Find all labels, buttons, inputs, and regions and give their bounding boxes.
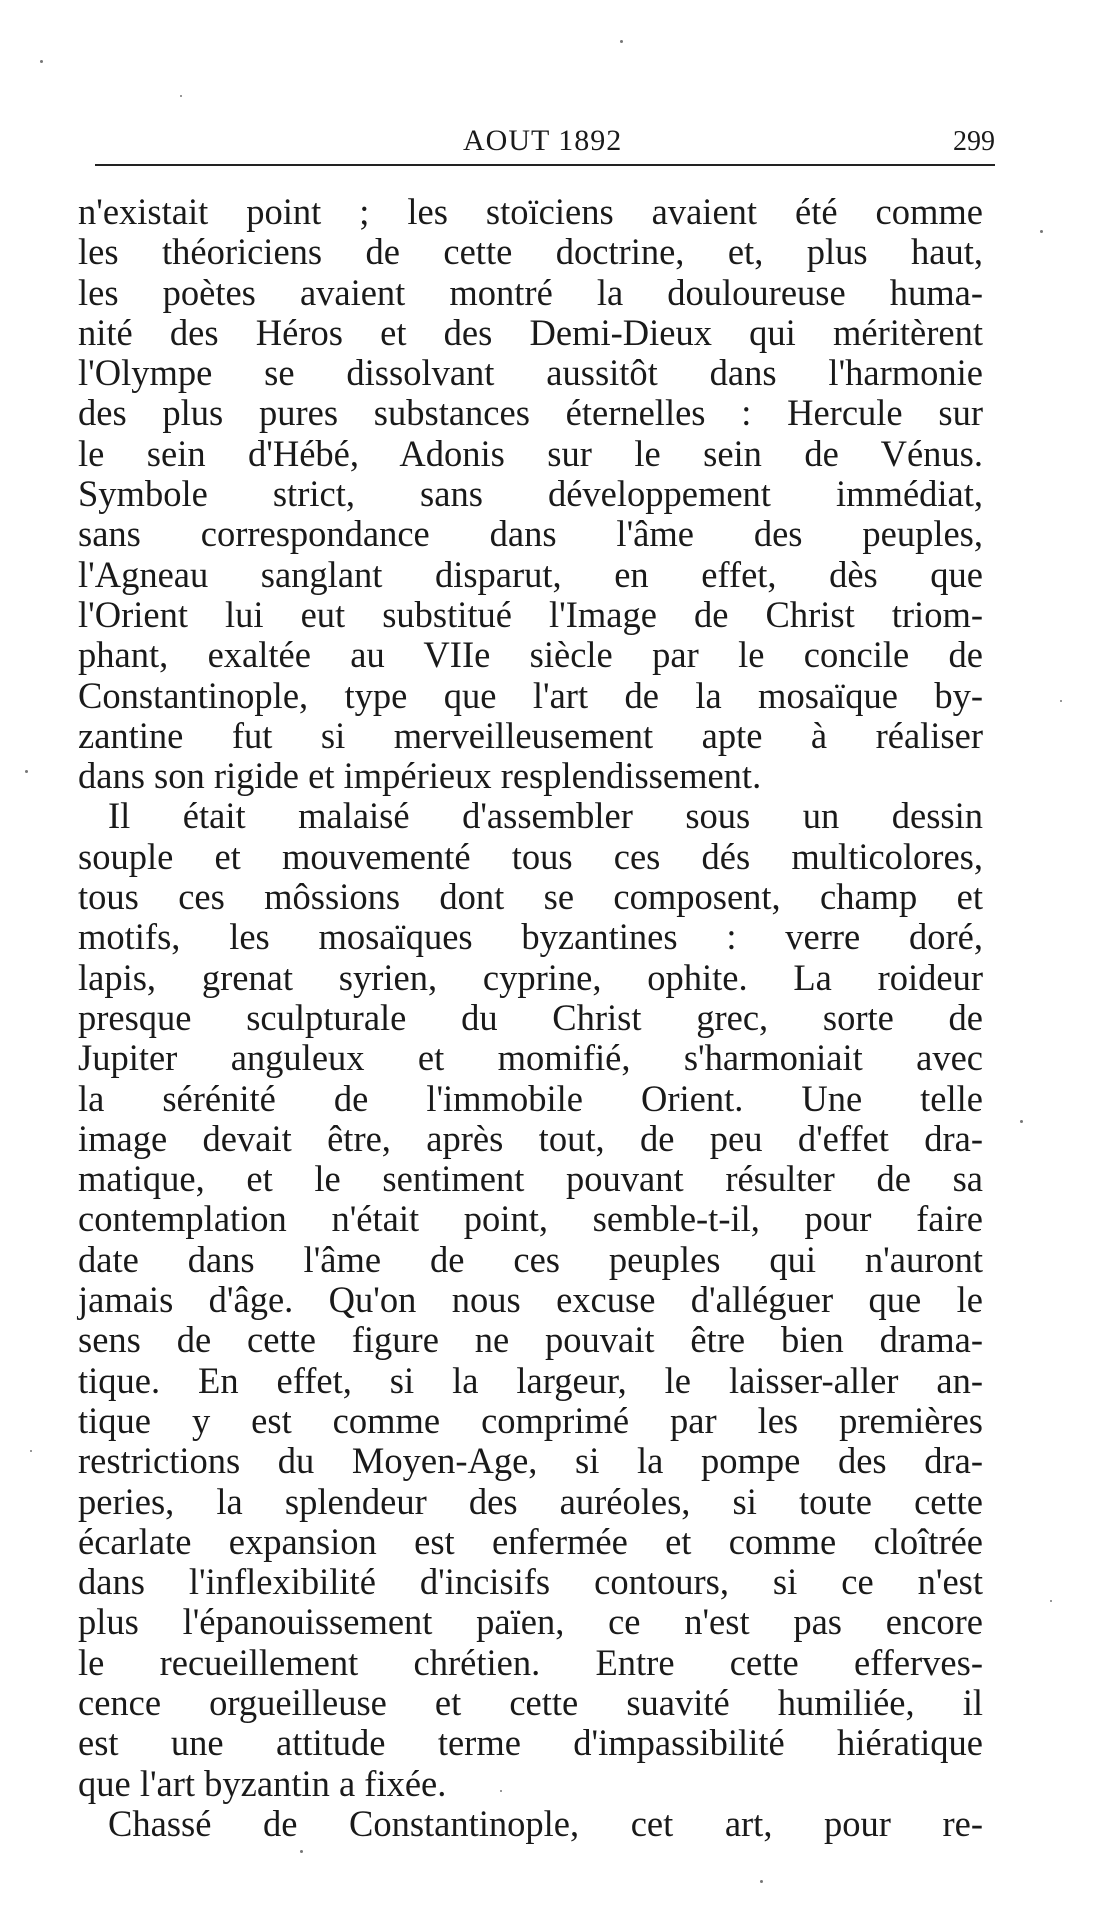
body-text <box>78 192 983 1844</box>
text-line: les théoriciens de cette doctrine, et, plus haut, <box>78 231 983 273</box>
text-line: le sein d'Hébé, Adonis sur le sein de Vénus. <box>78 432 983 474</box>
text-line: le recueillement chrétien. Entre cette efferves- <box>78 1641 983 1683</box>
scan-speck <box>30 1450 32 1452</box>
text-line: est une attitude terme d'impassibilité hiératique <box>78 1722 983 1764</box>
text-line: les poètes avaient montré la douloureuse huma- <box>78 271 983 313</box>
text-line: des plus pures substances éternelles : Hercule sur <box>78 392 983 434</box>
text-line: presque sculpturale du Christ grec, sorte de <box>78 996 983 1038</box>
text-line: sans correspondance dans l'âme des peuples, <box>78 513 983 555</box>
text-line: date dans l'âme de ces peuples qui n'auront <box>78 1238 983 1280</box>
text-line: dans son rigide et impérieux resplendissement. <box>78 755 762 797</box>
text-line: phant, exaltée au VIIe siècle par le concile de <box>78 634 983 676</box>
text-line: lapis, grenat syrien, cyprine, ophite. La roideur <box>78 956 983 998</box>
scan-speck <box>1060 700 1062 702</box>
scan-speck <box>620 40 623 43</box>
page-header <box>95 118 995 158</box>
text-line: zantine fut si merveilleusement apte à réaliser <box>78 714 983 756</box>
page-number: 299 <box>953 126 995 157</box>
scan-speck <box>760 1880 763 1883</box>
text-line: matique, et le sentiment pouvant résulter de sa <box>78 1158 983 1200</box>
text-line: que l'art byzantin a fixée. <box>78 1762 447 1804</box>
scan-speck <box>1020 1120 1023 1123</box>
text-line: l'Agneau sanglant disparut, en effet, dès que <box>78 553 983 595</box>
text-line: l'Olympe se dissolvant aussitôt dans l'harmonie <box>78 352 983 394</box>
scan-speck <box>180 95 182 97</box>
scan-speck <box>1040 230 1043 233</box>
text-line: image devait être, après tout, de peu d'effet dra- <box>78 1117 983 1159</box>
text-line: nité des Héros et des Demi-Dieux qui méritèrent <box>78 311 983 353</box>
text-line: restrictions du Moyen-Age, si la pompe des dra- <box>78 1440 983 1482</box>
text-line: n'existait point ; les stoïciens avaient été comme <box>78 191 983 232</box>
scan-speck <box>1050 1600 1052 1602</box>
scan-speck <box>500 1790 502 1792</box>
header-rule <box>95 164 995 166</box>
text-line: tique y est comme comprimé par les premières <box>78 1399 983 1441</box>
text-line: tique. En effet, si la largeur, le laisser-aller an- <box>78 1359 983 1401</box>
text-line: Symbole strict, sans développement immédiat, <box>78 473 983 515</box>
text-line: Constantinople, type que l'art de la mosaïque by- <box>78 674 983 716</box>
text-line: tous ces môssions dont se composent, champ et <box>78 876 983 918</box>
text-line: l'Orient lui eut substitué l'Image de Christ triom- <box>78 593 983 635</box>
text-line: dans l'inflexibilité d'incisifs contours, si ce n'est <box>78 1561 983 1603</box>
running-title: AOUT 1892 <box>463 124 623 157</box>
paragraph-start-line: Chassé de Constantinople, cet art, pour re- <box>108 1802 983 1844</box>
text-line: peries, la splendeur des auréoles, si toute cette <box>78 1480 983 1522</box>
text-line: sens de cette figure ne pouvait être bien drama- <box>78 1319 983 1361</box>
text-line: la sérénité de l'immobile Orient. Une telle <box>78 1077 983 1119</box>
text-line: jamais d'âge. Qu'on nous excuse d'alléguer que le <box>78 1279 983 1321</box>
scan-speck <box>300 1850 303 1853</box>
text-line: écarlate expansion est enfermée et comme cloîtrée <box>78 1520 983 1562</box>
paragraph-start-line: Il était malaisé d'assembler sous un dessin <box>108 795 983 837</box>
text-line: motifs, les mosaïques byzantines : verre doré, <box>78 916 983 958</box>
text-line: cence orgueilleuse et cette suavité humiliée, il <box>78 1681 983 1723</box>
text-line: plus l'épanouissement païen, ce n'est pas encore <box>78 1601 983 1643</box>
scan-speck <box>25 770 28 773</box>
text-line: contemplation n'était point, semble-t-il, pour faire <box>78 1198 983 1240</box>
text-line: Jupiter anguleux et momifié, s'harmoniait avec <box>78 1037 983 1079</box>
scan-speck <box>40 60 43 63</box>
text-line: souple et mouvementé tous ces dés multicolores, <box>78 835 983 877</box>
